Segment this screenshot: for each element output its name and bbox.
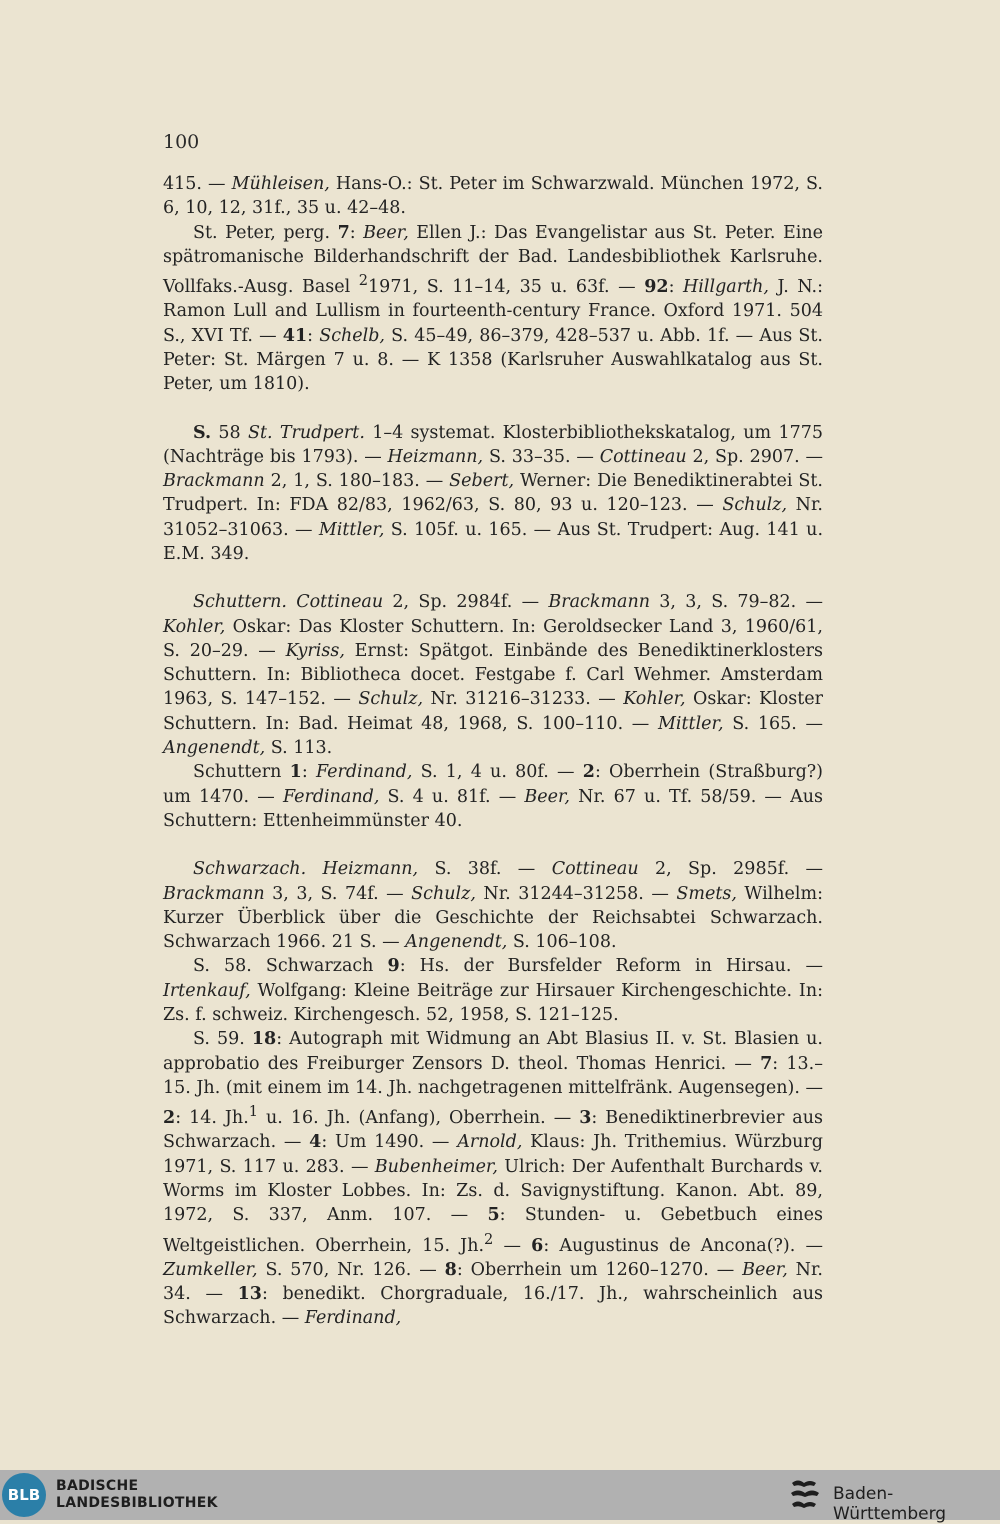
library-name-line2: LANDESBIBLIOTHEK	[56, 1495, 218, 1511]
paragraph-schuttern-manuscripts: Schuttern 1: Ferdinand, S. 1, 4 u. 80f. — 2: Oberrhein (Straßburg?) um 1470. — Ferdinand, S. 4 u. 81f. — Beer, Nr. 67 u. Tf. 58/59. — Aus Schuttern: Ettenheimmünster 40.	[163, 762, 824, 831]
paragraph-st-peter: St. Peter, perg. 7: Beer, Ellen J.: Das Evangelistar aus St. Peter. Eine spätromanische Bilderhandschrift der Bad. Landesbibliothek Karlsruhe. Vollfaks.-Ausg. Basel $^2$1971, S. 11–14, 35 u. 63f. — 92: Hillgarth, J. N.: Ramon Lull and Lullism in fourteenth-century France. Oxford 1971. 504 S., XVI Tf. — 41: Schelb, S. 45–49, 86–379, 428–537 u. Abb. 1f. — Aus St. Peter: St. Märgen 7 u. 8. — K 1358 (Karlsruher Auswahlkatalog aus St. Peter, um 1810).	[163, 222, 823, 395]
blb-logo[interactable]: BLB	[2, 1473, 46, 1517]
paragraph-schwarzach-59: S. 59. 18: Autograph mit Widmung an Abt Blasius II. v. St. Blasien u. approbatio des Freiburger Zensors D. theol. Thomas Henrici. — 7: 13.–15. Jh. (mit einem im 14. Jh. nachgetragenen mittelfränk. Augensegen). — 2: 14. Jh.$^1$ u. 16. Jh. (Anfang), Oberrhein. — 3: Benediktinerbrevier aus Schwarzach. — 4: Um 1490. — Arnold, Klaus: Jh. Trithemius. Würzburg 1971, S. 117 u. 283. — Bubenheimer, Ulrich: Der Aufenthalt Burchards v. Worms im Kloster Lobbes. In: Zs. d. Savignystiftung. Kanon. Abt. 89, 1972, S. 337, Anm. 107. — 5: Stunden- u. Gebetbuch eines Weltgeistlichen. Oberrhein, 15. Jh.$^2$ — 6: Augustinus de Ancona(?). — Zumkeller, S. 570, Nr. 126. — 8: Oberrhein um 1260–1270. — Beer, Nr. 34. — 13: benedikt. Chorgraduale, 16./17. Jh., wahrscheinlich aus Schwarzach. — Ferdinand,	[163, 1029, 823, 1329]
library-name-line1: BADISCHE	[56, 1478, 139, 1494]
paragraph-schuttern: Schuttern. Cottineau 2, Sp. 2984f. — Brackmann 3, 3, S. 79–82. — Kohler, Oskar: Das Kloster Schuttern. In: Geroldsecker Land 3, 1960/61, S. 20–29. — Kyriss, Ernst: Spätgot. Einbände des Benediktinerklosters Schuttern. In: Bibliotheca docet. Festgabe f. Carl Wehmer. Amsterdam 1963, S. 147–152. — Schulz, Nr. 31216–31233. — Kohler, Oskar: Kloster Schuttern. In: Bad. Heimat 48, 1968, S. 100–110. — Mittler, S. 165. — Angenendt, S. 113.	[163, 592, 824, 759]
lions-emblem-icon	[788, 1477, 822, 1513]
page-number: 100	[163, 131, 200, 153]
state-name[interactable]: Baden-Württemberg	[833, 1484, 947, 1524]
paragraph-schwarzach: Schwarzach. Heizmann, S. 38f. — Cottineau 2, Sp. 2985f. — Brackmann 3, 3, S. 74f. — Schulz, Nr. 31244–31258. — Smets, Wilhelm: Kurzer Überblick über die Geschichte der Reichsabtei Schwarzach. Schwarzach 1966. 21 S. — Angenendt, S. 106–108.	[163, 859, 823, 953]
paragraph-muehleisen: 415. — Mühleisen, Hans-O.: St. Peter im Schwarzwald. München 1972, S. 6, 10, 12, 31f., 35 u. 42–48.	[163, 174, 823, 219]
body-text	[163, 172, 823, 1331]
library-name[interactable]	[56, 1478, 218, 1512]
footer-bar	[0, 1470, 1000, 1524]
paragraph-st-trudpert: S. 58 St. Trudpert. 1–4 systemat. Klosterbibliothekskatalog, um 1775 (Nachträge bis 1793). — Heizmann, S. 33–35. — Cottineau 2, Sp. 2907. — Brackmann 2, 1, S. 180–183. — Sebert, Werner: Die Benediktinerabtei St. Trudpert. In: FDA 82/83, 1962/63, S. 80, 93 u. 120–123. — Schulz, Nr. 31052–31063. — Mittler, S. 105f. u. 165. — Aus St. Trudpert: Aug. 141 u. E.M. 349.	[163, 422, 824, 564]
paragraph-schwarzach-9: S. 58. Schwarzach 9: Hs. der Bursfelder Reform in Hirsau. — Irtenkauf, Wolfgang: Kleine Beiträge zur Hirsauer Kirchengeschichte. In: Zs. f. schweiz. Kirchengesch. 52, 1958, S. 121–125.	[163, 956, 823, 1026]
